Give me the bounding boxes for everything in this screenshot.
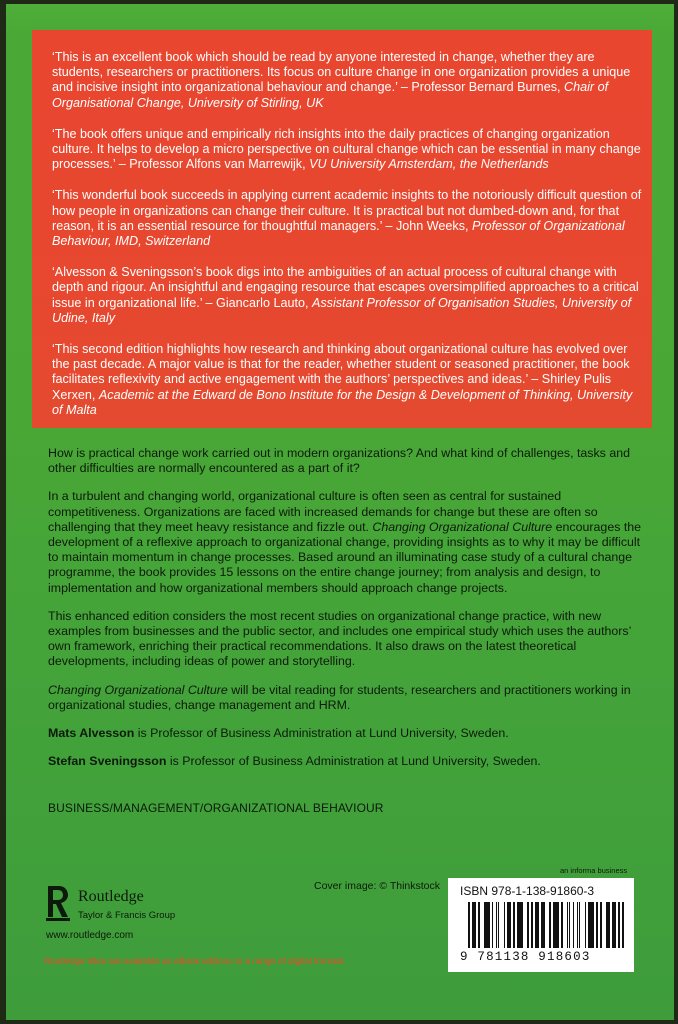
description-paragraph: This enhanced edition considers the most recent studies on organizational change practice, with new examples from businesses and the public sector, and includes one empirical study which uses the authors’ own framework, enriching their practical recommendations. It also draws on the latest theoretical developments, including ideas of power and storytelling. — [48, 608, 631, 669]
barcode-bar — [488, 902, 490, 948]
description-paragraph: Changing Organizational Culture will be vital reading for students, researchers and practitioners working in organizational studies, change management and HRM. — [48, 682, 631, 712]
barcode-bar — [573, 902, 575, 948]
review-quote: ‘This is an excellent book which should be read by anyone interested in change, whether they are students, researchers or practitioners. Its focus on culture change in one organization provides a unique and incisive insight into organizational behaviour and change.’ – Professor Bernard Burnes, Chair of Organisational Change, University of Stirling, UK — [52, 50, 631, 110]
publisher-group: Taylor & Francis Group — [78, 910, 176, 921]
barcode-bar — [549, 902, 551, 948]
review-quote: ‘Alvesson & Sveningsson’s book digs into the ambiguities of an actual process of cultural change with depth and rigour. An insightful and engaging resource that escapes oversimplified approaches to a critical issue in organizational life.’ – Giancarlo Lauto, Assistant Professor of Organisation Studies, University of Udine, Italy — [52, 265, 639, 325]
barcode-bar — [537, 902, 539, 948]
publisher-name: Routledge — [78, 888, 144, 905]
barcode-bar — [478, 902, 480, 948]
barcode-bar — [527, 902, 529, 948]
barcode-bar — [585, 902, 587, 948]
barcode-bar — [569, 902, 571, 948]
cover-credit: Cover image: © Thinkstock — [314, 880, 441, 892]
subject-category: BUSINESS/MANAGEMENT/ORGANIZATIONAL BEHAVIOUR — [48, 801, 384, 815]
barcode-bar — [543, 902, 545, 948]
barcode-bar — [622, 902, 624, 948]
barcode-digits: 9 781138 918603 — [460, 950, 591, 964]
barcode-panel — [448, 878, 634, 972]
barcode-bar — [557, 902, 559, 948]
review-quote: ‘The book offers unique and empirically rich insights into the daily practices of changing organization culture. It helps to develop a micro perspective on cultural change which can be essential in many change processes.’ – Professor Alfons van Marrewijk, VU University Amsterdam, the Netherlands — [52, 126, 641, 172]
author-bio: Stefan Sveningsson is Professor of Business Administration at Lund University, Sweden. — [48, 754, 541, 769]
barcode-bar — [474, 902, 476, 948]
barcode-bar — [561, 902, 563, 948]
description-intro: How is practical change work carried out in modern organizations? And what kind of challenges, tasks and other difficulties are normally encountered as a part of it? — [48, 446, 630, 476]
publisher-block — [46, 884, 216, 944]
barcode-bar — [579, 902, 581, 948]
informa-tagline: an informa business — [560, 866, 628, 875]
review-quotes — [52, 50, 642, 434]
review-quote: ‘This wonderful book succeeds in applying current academic insights to the notoriously difficult question of how people in organizations can change their culture. It is practical but not dumbed-down and, for that reason, it is an essential resource for thoughtful managers.’ – John Weeks, Professor of Organizational Behaviour, IMD, Switzerland — [52, 188, 642, 249]
barcode-bar — [468, 902, 470, 948]
barcode-bar — [596, 902, 598, 948]
barcode-bar — [592, 902, 594, 948]
author-bio: Mats Alvesson is Professor of Business Administration at Lund University, Sweden. — [48, 726, 509, 741]
barcode — [468, 902, 624, 948]
barcode-bar — [509, 902, 511, 948]
publisher-url: www.routledge.com — [46, 930, 134, 941]
book-description — [48, 446, 648, 782]
barcode-bar — [531, 902, 533, 948]
ebook-note: Routledge titles are available as eBook editions in a range of digital formats — [44, 956, 345, 966]
isbn-label: ISBN 978-1-138-91860-3 — [460, 884, 595, 898]
barcode-bar — [504, 902, 506, 948]
barcode-bar — [600, 902, 602, 948]
barcode-bar — [618, 902, 620, 948]
routledge-logo-icon — [46, 884, 70, 922]
barcode-bar — [492, 902, 494, 948]
review-quote: ‘This second edition highlights how research and thinking about organizational culture has evolved over the past decade. A major value is that for the reader, whether student or seasoned practitioner, the book facilitates reflexivity and active engagement with the authors’ perspectives and ideas.’ – Shirley Pulis Xerxen, Academic at the Edward de Bono Institute for the Design & Development of Thinking, University of Malta — [52, 342, 633, 417]
barcode-bar — [608, 902, 610, 948]
barcode-bar — [513, 902, 515, 948]
barcode-bar — [614, 902, 616, 948]
barcode-bar — [521, 902, 523, 948]
book-back-cover — [6, 4, 674, 1020]
barcode-bar — [498, 902, 500, 948]
description-paragraph: In a turbulent and changing world, organizational culture is often seen as central for sustained competitiveness. Organizations are faced with increased demands for change but these are often so challenging that they meet heavy resistance and fizzle out. Changing Organizational Culture encourages the development of a reflexive approach to organizational change, providing insights as to why it may be difficult to maintain momentum in change processes. Based around an illuminating case study of a cultural change programme, the book provides 15 lessons on the entire change journey; from analysis and design, to implementation and how organizational members should approach change projects. — [48, 489, 642, 595]
